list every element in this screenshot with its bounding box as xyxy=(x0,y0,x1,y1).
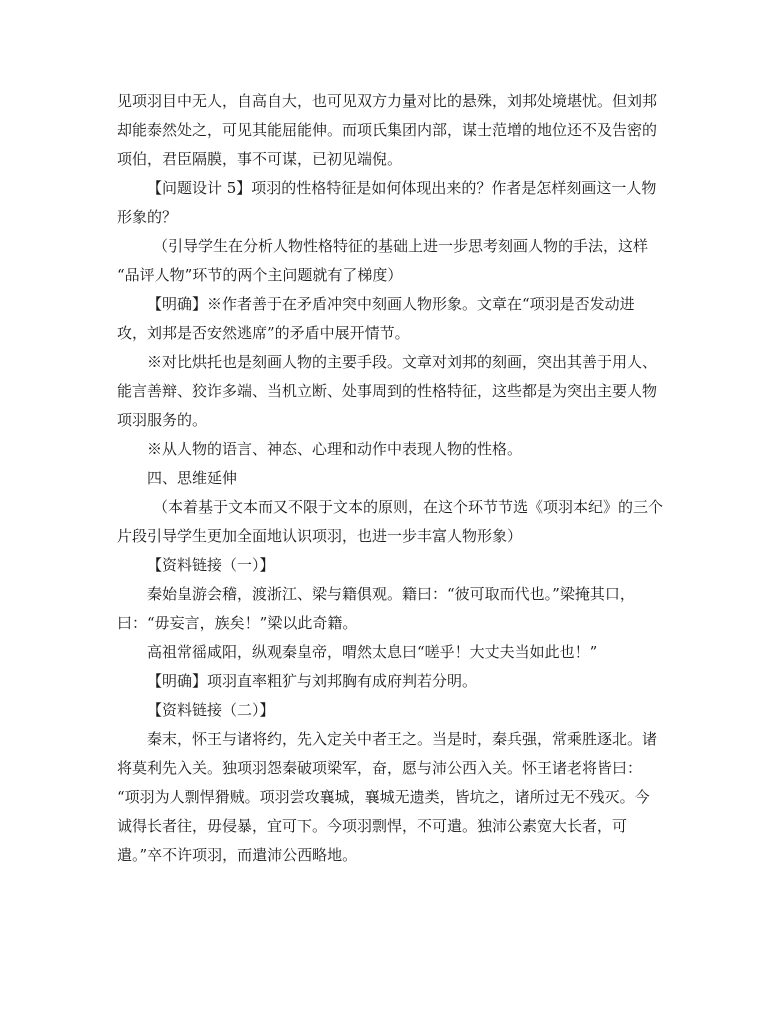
text-line: 遣。”卒不许项羽，而遣沛公西略地。 xyxy=(117,846,358,864)
text-line: 却能泰然处之，可见其能屈能伸。而项氏集团内部，谋士范增的地位还不及告密的 xyxy=(117,121,658,139)
text-line: 秦末，怀王与诸将约，先入定关中者王之。当是时，秦兵强，常乘胜逐北。诸 xyxy=(147,730,658,748)
text-line: 能言善辩、狡诈多端、当机立断、处事周到的性格特征，这些都是为突出主要人物 xyxy=(117,382,658,400)
text-line: 项伯，君臣隔膜，事不可谋，已初见端倪。 xyxy=(117,150,403,168)
text-line: （引导学生在分析人物性格特征的基础上进一步思考刻画人物的手法，这样 xyxy=(153,237,649,255)
text-line: ※从人物的语言、神态、心理和动作中表现人物的性格。 xyxy=(147,440,523,458)
text-line: 将莫利先入关。独项羽怨秦破项梁军，奋，愿与沛公西入关。怀王诸老将皆曰： xyxy=(117,759,643,777)
text-line: 形象的？ xyxy=(117,208,178,226)
text-line: “项羽为人剽悍猾贼。项羽尝攻襄城，襄城无遗类，皆坑之，诸所过无不残灭。今 xyxy=(117,788,650,806)
text-line: 【明确】※作者善于在矛盾冲突中刻画人物形象。文章在“项羽是否发动进 xyxy=(147,295,635,313)
text-line: 项羽服务的。 xyxy=(117,411,208,429)
text-line: “品评人物”环节的两个主问题就有了梯度） xyxy=(117,266,403,284)
text-line: 曰：“毋妄言，族矣！”梁以此奇籍。 xyxy=(117,614,358,632)
text-line: ※对比烘托也是刻画人物的主要手段。文章对刘邦的刻画，突出其善于用人、 xyxy=(147,353,658,371)
material-heading: 【资料链接（二）】 xyxy=(147,701,275,719)
text-line: 诚得长者往，毋侵暴，宜可下。今项羽剽悍，不可遣。独沛公素宽大长者，可 xyxy=(117,817,628,835)
question-heading: 【问题设计 5】项羽的性格特征是如何体现出来的？作者是怎样刻画这一人物 xyxy=(147,179,657,197)
text-line: 秦始皇游会稽，渡浙江、梁与籍俱观。籍曰：“彼可取而代也。”梁掩其口， xyxy=(147,585,635,603)
text-line: 见项羽目中无人，自高自大，也可见双方力量对比的悬殊，刘邦处境堪忧。但刘邦 xyxy=(117,92,658,110)
material-heading: 【资料链接（一）】 xyxy=(147,556,275,574)
text-line: 高祖常徭咸阳，纵观秦皇帝，喟然太息曰“嗟乎！大丈夫当如此也！” xyxy=(147,643,598,661)
text-line: 【明确】项羽直率粗犷与刘邦胸有成府判若分明。 xyxy=(147,672,478,690)
text-line: （本着基于文本而又不限于文本的原则，在这个环节节选《项羽本纪》的三个 xyxy=(153,498,664,516)
document-body xyxy=(117,87,677,870)
section-heading: 四、思维延伸 xyxy=(147,469,238,487)
text-line: 攻，刘邦是否安然逃席”的矛盾中展开情节。 xyxy=(117,324,410,342)
text-line: 片段引导学生更加全面地认识项羽，也进一步丰富人物形象） xyxy=(117,527,523,545)
